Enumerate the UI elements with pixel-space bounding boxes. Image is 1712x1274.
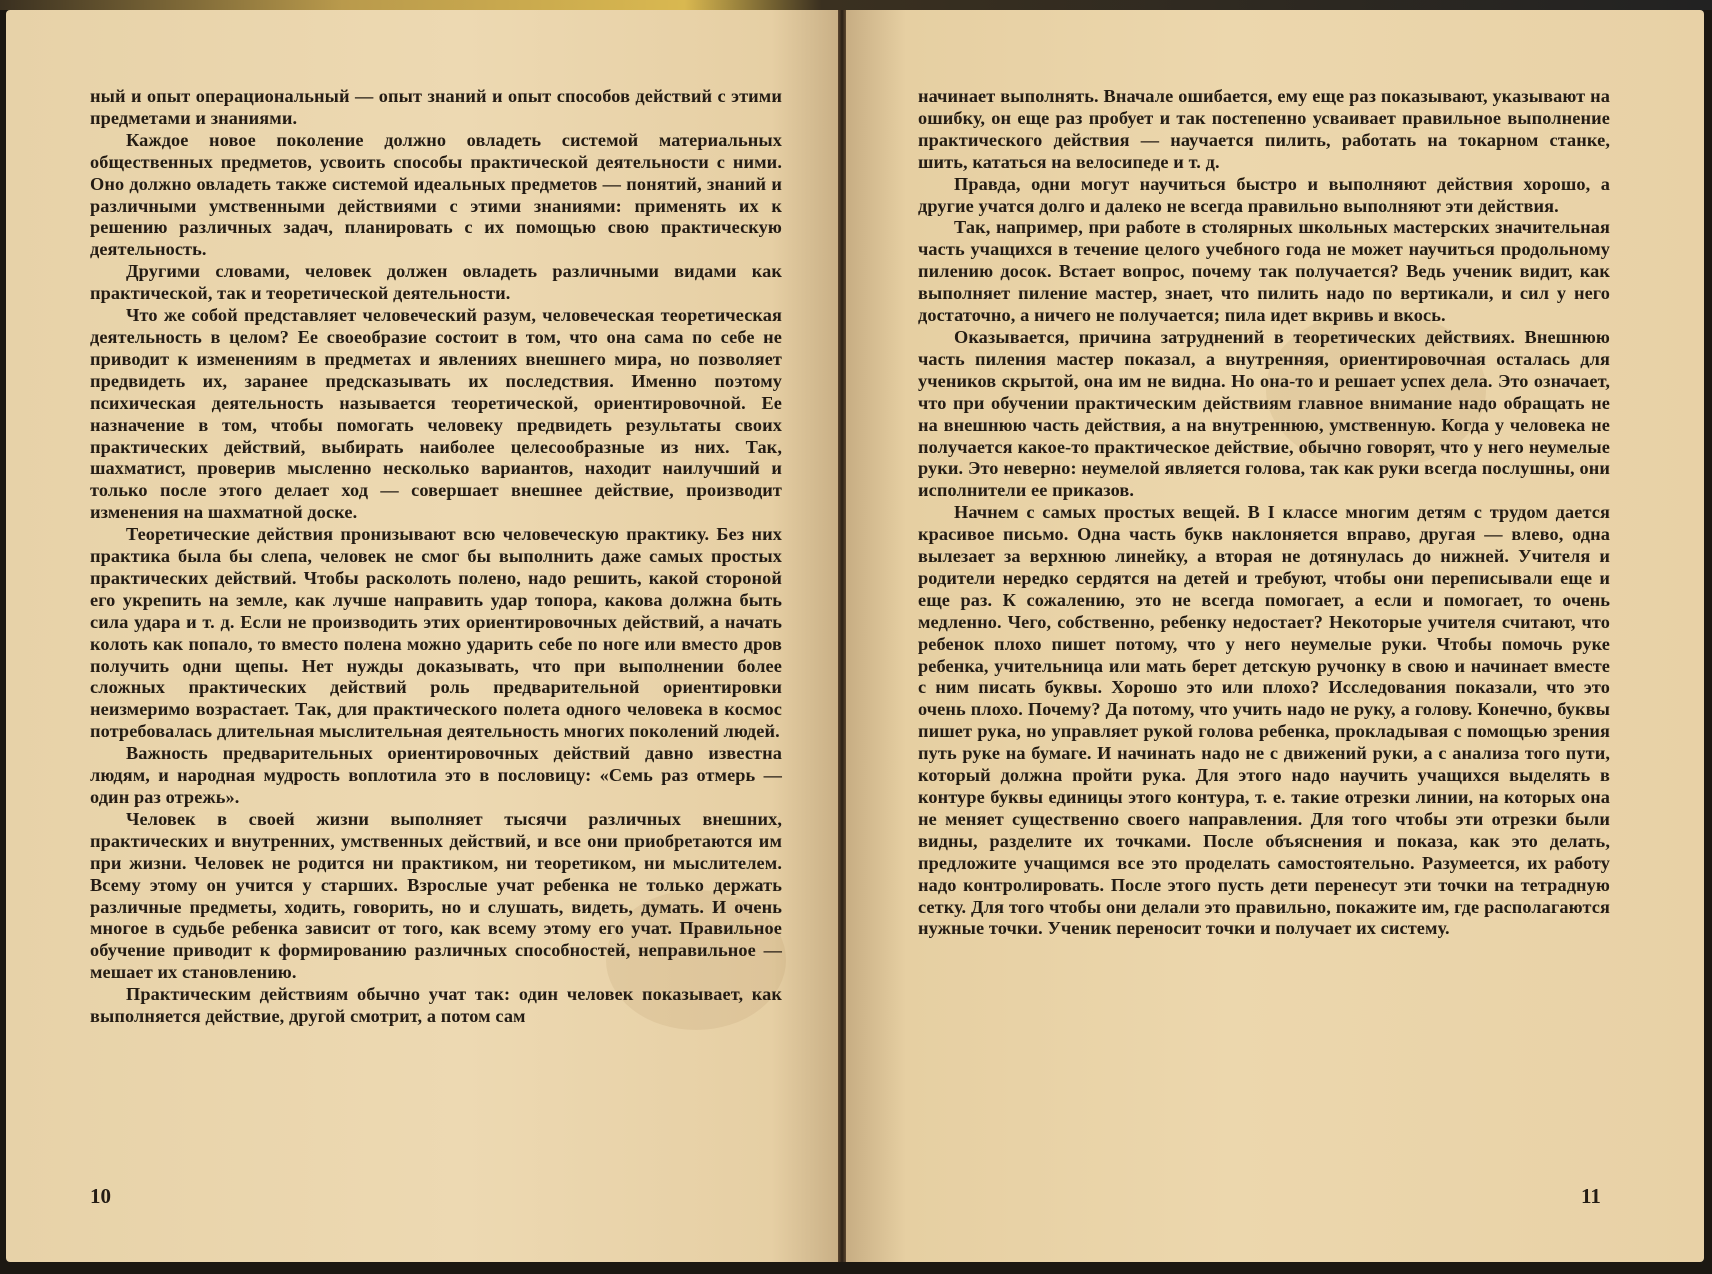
- book-gutter: [838, 10, 846, 1262]
- right-page: [846, 10, 1704, 1262]
- paragraph: Другими словами, человек должен овладеть различными видами как практической, так и теоретической деятельности.: [90, 261, 782, 304]
- paragraph: Теоретические действия пронизывают всю человеческую практику. Без них практика была бы слепа, человек не смог бы выполнить даже самых простых практических действий. Чтобы расколоть полено, надо решить, какой стороной его укрепить на земле, как лучше направить удар топора, какова должна быть сила удара и т. д. Если не производить этих ориентировочных действий, а начать колоть как попало, то вместо полена можно ударить себе по ноге или вместо дров получить одни щепы. Нет нужды доказывать, что при выполнении более сложных практических действий роль предварительной ориентировки неизмеримо возрастает. Так, для практического полета одного человека в космос потребовалась длительная мыслительная деятельность многих поколений людей.: [90, 524, 782, 742]
- paragraph: начинает выполнять. Вначале ошибается, ему еще раз показывают, указывают на ошибку, он еще раз пробует и так постепенно усваивает правильное выполнение практического действия — научается пилить, работать на токарном станке, шить, кататься на велосипеде и т. д.: [918, 86, 1610, 172]
- paragraph: Так, например, при работе в столярных школьных мастерских значительная часть учащихся в течение целого учебного года не может научиться продольному пилению досок. Встает вопрос, почему так получается? Ведь ученик видит, как выполняет пиление мастер, знает, что пилить надо по вертикали, и сил у него достаточно, а ничего не получается; пила идет вкривь и вкось.: [918, 217, 1610, 326]
- paragraph: Правда, одни могут научиться быстро и выполняют действия хорошо, а другие учатся долго и далеко не всегда правильно выполняют эти действия.: [918, 173, 1610, 216]
- paragraph: Важность предварительных ориентировочных действий давно известна людям, и народная мудрость воплотила это в пословицу: «Семь раз отмерь — один раз отрежь».: [90, 743, 782, 807]
- top-edge: [0, 0, 1712, 10]
- left-page-text: [90, 86, 782, 1028]
- paragraph: Практическим действиям обычно учат так: один человек показывает, как выполняется действие, другой смотрит, а потом сам: [90, 984, 782, 1027]
- paragraph: Человек в своей жизни выполняет тысячи различных внешних, практических и внутренних, умственных действий, и все они приобретаются им при жизни. Человек не родится ни практиком, ни теоретиком, ни мыслителем. Всему этому он учится у старших. Взрослые учат ребенка не только держать различные предметы, ходить, говорить, но и слушать, видеть, думать. И очень многое в судьбе ребенка зависит от того, как всему этому его учат. Правильное обучение приводит к формированию различных способностей, неправильное — мешает их становлению.: [90, 808, 782, 983]
- page-number: 11: [1581, 1184, 1601, 1208]
- paragraph: Оказывается, причина затруднений в теоретических действиях. Внешнюю часть пиления мастер показал, а внутренняя, ориентировочная осталась для учеников скрытой, она им не видна. Но она-то и решает успех дела. Это означает, что при обучении практическим действиям главное внимание надо обращать не на внешнюю часть действия, а на внутреннюю, умственную. Когда у человека не получается какое-то практическое действие, обычно говорят, что у него неумелые руки. Это неверно: неумелой является голова, так как руки всегда послушны, они исполнители ее приказов.: [918, 326, 1610, 501]
- paragraph: Начнем с самых простых вещей. В I классе многим детям с трудом дается красивое письмо. Одна часть букв наклоняется вправо, другая — влево, одна вылезает за верхнюю линейку, а вторая не дотянулась до нижней. Учителя и родители нередко сердятся на детей и требуют, чтобы они переписывали еще и еще раз. К сожалению, это не всегда помогает, а если и помогает, то очень медленно. Чего, собственно, ребенку недостает? Некоторые учителя считают, что ребенок плохо пишет потому, что у него неумелые руки. Чтобы помочь руке ребенка, учительница или мать берет детскую ручонку в свою и начинает вместе с ним писать буквы. Хорошо это или плохо? Исследования показали, что это очень плохо. Почему? Да потому, что учить надо не руку, а голову. Конечно, буквы пишет рука, но управляет рукой голова ребенка, прокладывая с помощью зрения путь руке на бумаге. И начинать надо не с движений руки, а с анализа того пути, который должна пройти рука. Для этого надо научить учащихся выделять в контуре буквы единицы этого контура, т. е. такие отрезки линии, на которых она не меняет существенно своего направления. Для того чтобы эти отрезки были видны, разделите их точками. После объяснения и показа, как это делать, предложите учащимся все это проделать самостоятельно. Разумеется, их работу надо контролировать. После этого пусть дети перенесут эти точки на тетрадную сетку. Для того чтобы они делали это правильно, покажите им, где располагаются нужные точки. Ученик переносит точки и получает их систему.: [918, 502, 1610, 939]
- paragraph: ный и опыт операциональный — опыт знаний и опыт способов действий с этими предметами и знаниями.: [90, 86, 782, 128]
- right-page-text: [918, 86, 1610, 940]
- page-number: 10: [90, 1184, 111, 1208]
- left-page: [6, 10, 838, 1262]
- paragraph: Что же собой представляет человеческий разум, человеческая теоретическая деятельность в целом? Ее своеобразие состоит в том, что она сама по себе не приводит к изменениям в предметах и явлениях внешнего мира, но позволяет предвидеть их, заранее предсказывать их последствия. Именно поэтому психическая деятельность называется теоретической, ориентировочной. Ее назначение в том, чтобы помогать человеку предвидеть результаты своих практических действий, выбирать наиболее целесообразные из них. Так, шахматист, проверив мысленно несколько вариантов, находит наилучший и только после этого делает ход — совершает внешнее действие, производит изменения на шахматной доске.: [90, 305, 782, 523]
- paragraph: Каждое новое поколение должно овладеть системой материальных общественных предметов, усвоить способы практической деятельности с ними. Оно должно овладеть также системой идеальных предметов — понятий, знаний и различными умственными действиями с этими знаниями: применять их к решению различных задач, планировать с их помощью свою практическую деятельность.: [90, 129, 782, 260]
